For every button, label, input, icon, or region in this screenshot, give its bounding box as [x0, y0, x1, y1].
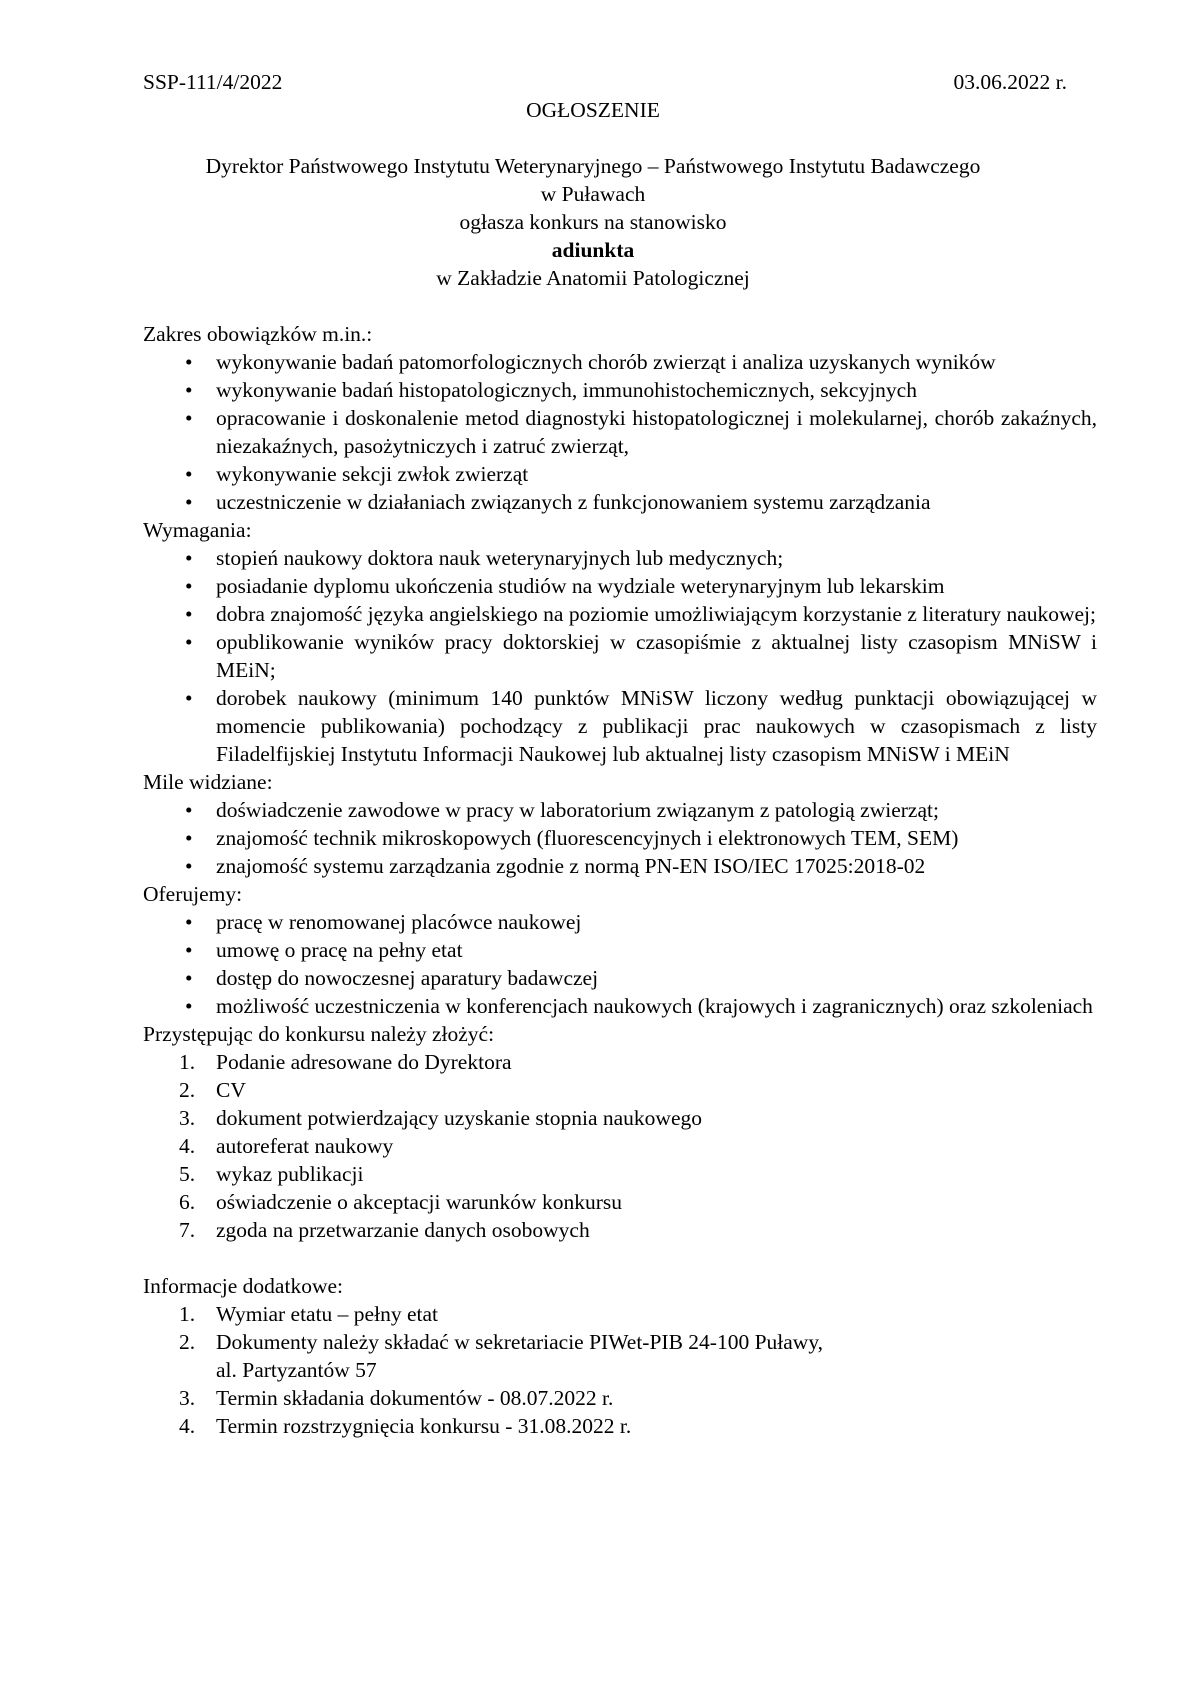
list-item: • opracowanie i doskonalenie metod diagnostyki histopatologicznej i molekularnej, chorób zakaźnych, niezakaźnych, pasożytniczych i zatruć zwierząt,	[185, 406, 1097, 458]
list-item: 5. wykaz publikacji	[179, 1162, 364, 1186]
list-item: • uczestniczenie w działaniach związanych z funkcjonowaniem systemu zarządzania	[185, 490, 931, 514]
document-page	[143, 68, 1097, 1440]
list-item: 4. autoreferat naukowy	[179, 1134, 394, 1158]
list-item: 2. Dokumenty należy składać w sekretariacie PIWet-PIB 24-100 Puławy, al. Partyzantów 57	[179, 1330, 824, 1382]
additional-heading: Informacje dodatkowe:	[143, 1274, 343, 1298]
welcome-heading: Mile widziane:	[143, 770, 273, 794]
list-item: • doświadczenie zawodowe w pracy w laboratorium związanym z patologią zwierząt;	[185, 798, 939, 822]
list-item: • posiadanie dyplomu ukończenia studiów na wydziale weterynaryjnym lub lekarskim	[185, 574, 945, 598]
documents-heading: Przystępując do konkursu należy złożyć:	[143, 1022, 495, 1046]
duties-heading: Zakres obowiązków m.in.:	[143, 322, 373, 346]
additional-list	[143, 1300, 1097, 1440]
intro-line: w Puławach	[540, 182, 646, 206]
list-item: 3. dokument potwierdzający uzyskanie stopnia naukowego	[179, 1106, 702, 1130]
list-item: • umowę o pracę na pełny etat	[185, 938, 463, 962]
position-title: adiunkta	[551, 238, 635, 262]
list-item: 4. Termin rozstrzygnięcia konkursu - 31.08.2022 r.	[179, 1414, 632, 1438]
document-title: OGŁOSZENIE	[526, 98, 660, 122]
list-item: 6. oświadczenie o akceptacji warunków konkursu	[179, 1190, 622, 1214]
list-item: 3. Termin składania dokumentów - 08.07.2022 r.	[179, 1386, 614, 1410]
document-date: 03.06.2022 r.	[953, 70, 1067, 94]
list-item: • wykonywanie badań histopatologicznych, immunohistochemicznych, sekcyjnych	[185, 378, 917, 402]
list-item: • dorobek naukowy (minimum 140 punktów MNiSW liczony według punktacji obowiązującej w momencie publikowania) pochodzący z publikacji prac naukowych w czasopismach z listy Filadelfijskiej Instytutu Informacji Naukowej lub aktualnej listy czasopism MNiSW i MEiN	[185, 686, 1097, 766]
offer-list	[143, 908, 1097, 1020]
list-item: 2. CV	[179, 1078, 246, 1102]
reference-number: SSP-111/4/2022	[143, 70, 283, 94]
requirements-heading: Wymagania:	[143, 518, 252, 542]
list-item: • dostęp do nowoczesnej aparatury badawczej	[185, 966, 599, 990]
list-item: • możliwość uczestniczenia w konferencjach naukowych (krajowych i zagranicznych) oraz szkoleniach	[185, 994, 1093, 1018]
list-item: • wykonywanie sekcji zwłok zwierząt	[185, 462, 529, 486]
list-item: 1. Wymiar etatu – pełny etat	[179, 1302, 438, 1326]
documents-list	[143, 1048, 1097, 1244]
header-line	[143, 68, 1097, 96]
list-item: • znajomość systemu zarządzania zgodnie z normą PN-EN ISO/IEC 17025:2018-02	[185, 854, 926, 878]
list-item: 7. zgoda na przetwarzanie danych osobowych	[179, 1218, 590, 1242]
intro-line: w Zakładzie Anatomii Patologicznej	[436, 266, 750, 290]
list-item: • dobra znajomość języka angielskiego na poziomie umożliwiającym korzystanie z literatury naukowej;	[185, 602, 1096, 626]
duties-list	[143, 348, 1097, 516]
requirements-list	[143, 544, 1097, 768]
offer-heading: Oferujemy:	[143, 882, 243, 906]
intro-block	[143, 152, 1043, 292]
intro-line: Dyrektor Państwowego Instytutu Weterynaryjnego – Państwowego Instytutu Badawczego	[205, 154, 981, 178]
list-item: 1. Podanie adresowane do Dyrektora	[179, 1050, 512, 1074]
intro-line: ogłasza konkurs na stanowisko	[459, 210, 727, 234]
list-item: • wykonywanie badań patomorfologicznych chorób zwierząt i analiza uzyskanych wyników	[185, 350, 996, 374]
list-item: • znajomość technik mikroskopowych (fluorescencyjnych i elektronowych TEM, SEM)	[185, 826, 959, 850]
list-item: • stopień naukowy doktora nauk weterynaryjnych lub medycznych;	[185, 546, 784, 570]
list-item: • pracę w renomowanej placówce naukowej	[185, 910, 582, 934]
list-item: • opublikowanie wyników pracy doktorskiej w czasopiśmie z aktualnej listy czasopism MNiSW i MEiN;	[185, 630, 1097, 682]
welcome-list	[143, 796, 1097, 880]
